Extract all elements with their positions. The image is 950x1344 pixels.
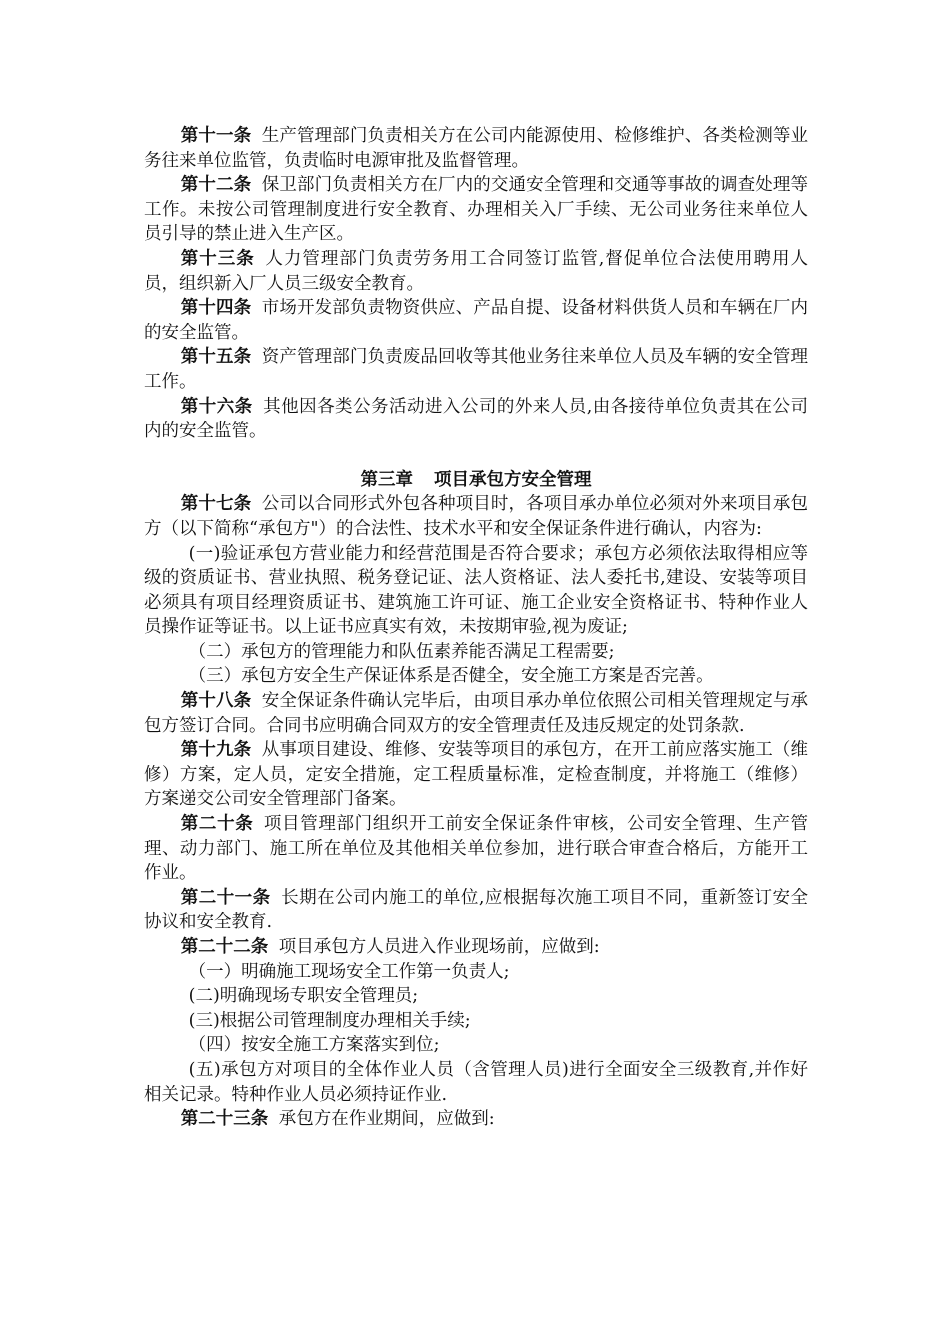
article-title: 第十五条 [180, 347, 252, 368]
article-text: 资产管理部门负责废品回收等其他业务往来单位人员及车辆的安全管理工作。 [144, 347, 808, 392]
chapter-number: 第三章 [360, 469, 413, 490]
article-text: 生产管理部门负责相关方在公司内能源使用、检修维护、各类检测等业务往来单位监管，负责临时电源审批及监督管理。 [144, 126, 808, 171]
article-22 [144, 935, 808, 960]
article-title: 第十六条 [180, 396, 253, 417]
article-text: 安全保证条件确认完毕后，由项目承办单位依照公司相关管理规定与承包方签订合同。合同书应明确合同双方的安全管理责任及违反规定的处罚条款. [144, 691, 808, 736]
article-22-item-4: （四）按安全施工方案落实到位; [188, 1035, 440, 1056]
article-12 [144, 173, 808, 247]
article-text: 保卫部门负责相关方在厂内的交通安全管理和交通等事故的调查处理等工作。未按公司管理制度进行安全教育、办理相关入厂手续、无公司业务往来单位人员引导的禁止进入生产区。 [144, 175, 808, 245]
article-title: 第二十一条 [180, 887, 271, 908]
document-body [144, 124, 808, 1132]
article-22-item-1: （一）明确施工现场安全工作第一负责人; [188, 961, 510, 982]
article-18 [144, 689, 808, 738]
article-text: 人力管理部门负责劳务用工合同签订监管,督促单位合法使用聘用人员，组织新入厂人员三级安全教育。 [144, 248, 809, 294]
article-22-item-5: (五)承包方对项目的全体作业人员（含管理人员)进行全面安全三级教育,并作好相关记录。特种作业人员必须持证作业. [144, 1059, 808, 1105]
article-text: 项目管理部门组织开工前安全保证条件审核，公司安全管理、生产管理、动力部门、施工所在单位及其他相关单位参加，进行联合审查合格后，方能开工作业。 [144, 814, 809, 884]
article-13 [144, 247, 808, 296]
article-text: 长期在公司内施工的单位,应根据每次施工项目不同，重新签订安全协议和安全教育. [144, 887, 809, 933]
article-19 [144, 738, 808, 812]
article-17 [144, 492, 808, 541]
article-11 [144, 124, 808, 173]
article-14 [144, 296, 808, 345]
article-title: 第二十条 [180, 814, 254, 835]
article-title: 第十一条 [180, 126, 252, 146]
article-text: 承包方在作业期间，应做到: [278, 1109, 495, 1130]
article-title: 第十三条 [180, 248, 255, 269]
article-title: 第十二条 [180, 175, 252, 196]
article-title: 第十八条 [180, 691, 252, 712]
article-title: 第二十三条 [180, 1109, 269, 1130]
article-16 [144, 395, 808, 444]
article-22-item-2: (二)明确现场专职安全管理员; [188, 986, 419, 1007]
article-title: 第十九条 [180, 740, 252, 761]
article-title: 第二十二条 [180, 937, 269, 957]
article-17-item-2: （二）承包方的管理能力和队伍素养能否满足工程需要; [188, 641, 615, 662]
article-20 [144, 812, 808, 886]
chapter-name: 项目承包方安全管理 [434, 469, 592, 490]
article-17-item-1: (一)验证承包方营业能力和经营范围是否符合要求；承包方必须依法取得相应等级的资质证书、营业执照、税务登记证、法人资格证、法人委托书,建设、安装等项目必须具有项目经理资质证书、建筑施工许可证、施工企业安全资格证书、特种作业人员操作证等证书。以上证书应真实有效，未按期审验,视为废证; [144, 543, 808, 638]
article-text: 市场开发部负责物资供应、产品自提、设备材料供货人员和车辆在厂内的安全监管。 [144, 298, 808, 343]
article-title: 第十四条 [180, 298, 252, 319]
article-21 [144, 886, 808, 935]
chapter-heading [144, 468, 808, 493]
article-text: 其他因各类公务活动进入公司的外来人员,由各接待单位负责其在公司内的安全监管。 [144, 396, 808, 442]
article-text: 公司以合同形式外包各种项目时，各项目承办单位必须对外来项目承包方（以下简称“承包方"）的合法性、技术水平和安全保证条件进行确认，内容为: [144, 494, 808, 539]
article-23 [144, 1107, 808, 1132]
article-text: 从事项目建设、维修、安装等项目的承包方，在开工前应落实施工（维修）方案，定人员，定安全措施，定工程质量标准，定检查制度，并将施工（维修）方案递交公司安全管理部门备案。 [144, 740, 808, 810]
article-15 [144, 345, 808, 394]
article-title: 第十七条 [180, 494, 252, 515]
article-17-item-3: （三）承包方安全生产保证体系是否健全，安全施工方案是否完善。 [188, 666, 714, 687]
article-text: 项目承包方人员进入作业现场前，应做到: [278, 937, 600, 957]
article-22-item-3: (三)根据公司管理制度办理相关手续; [188, 1010, 471, 1031]
